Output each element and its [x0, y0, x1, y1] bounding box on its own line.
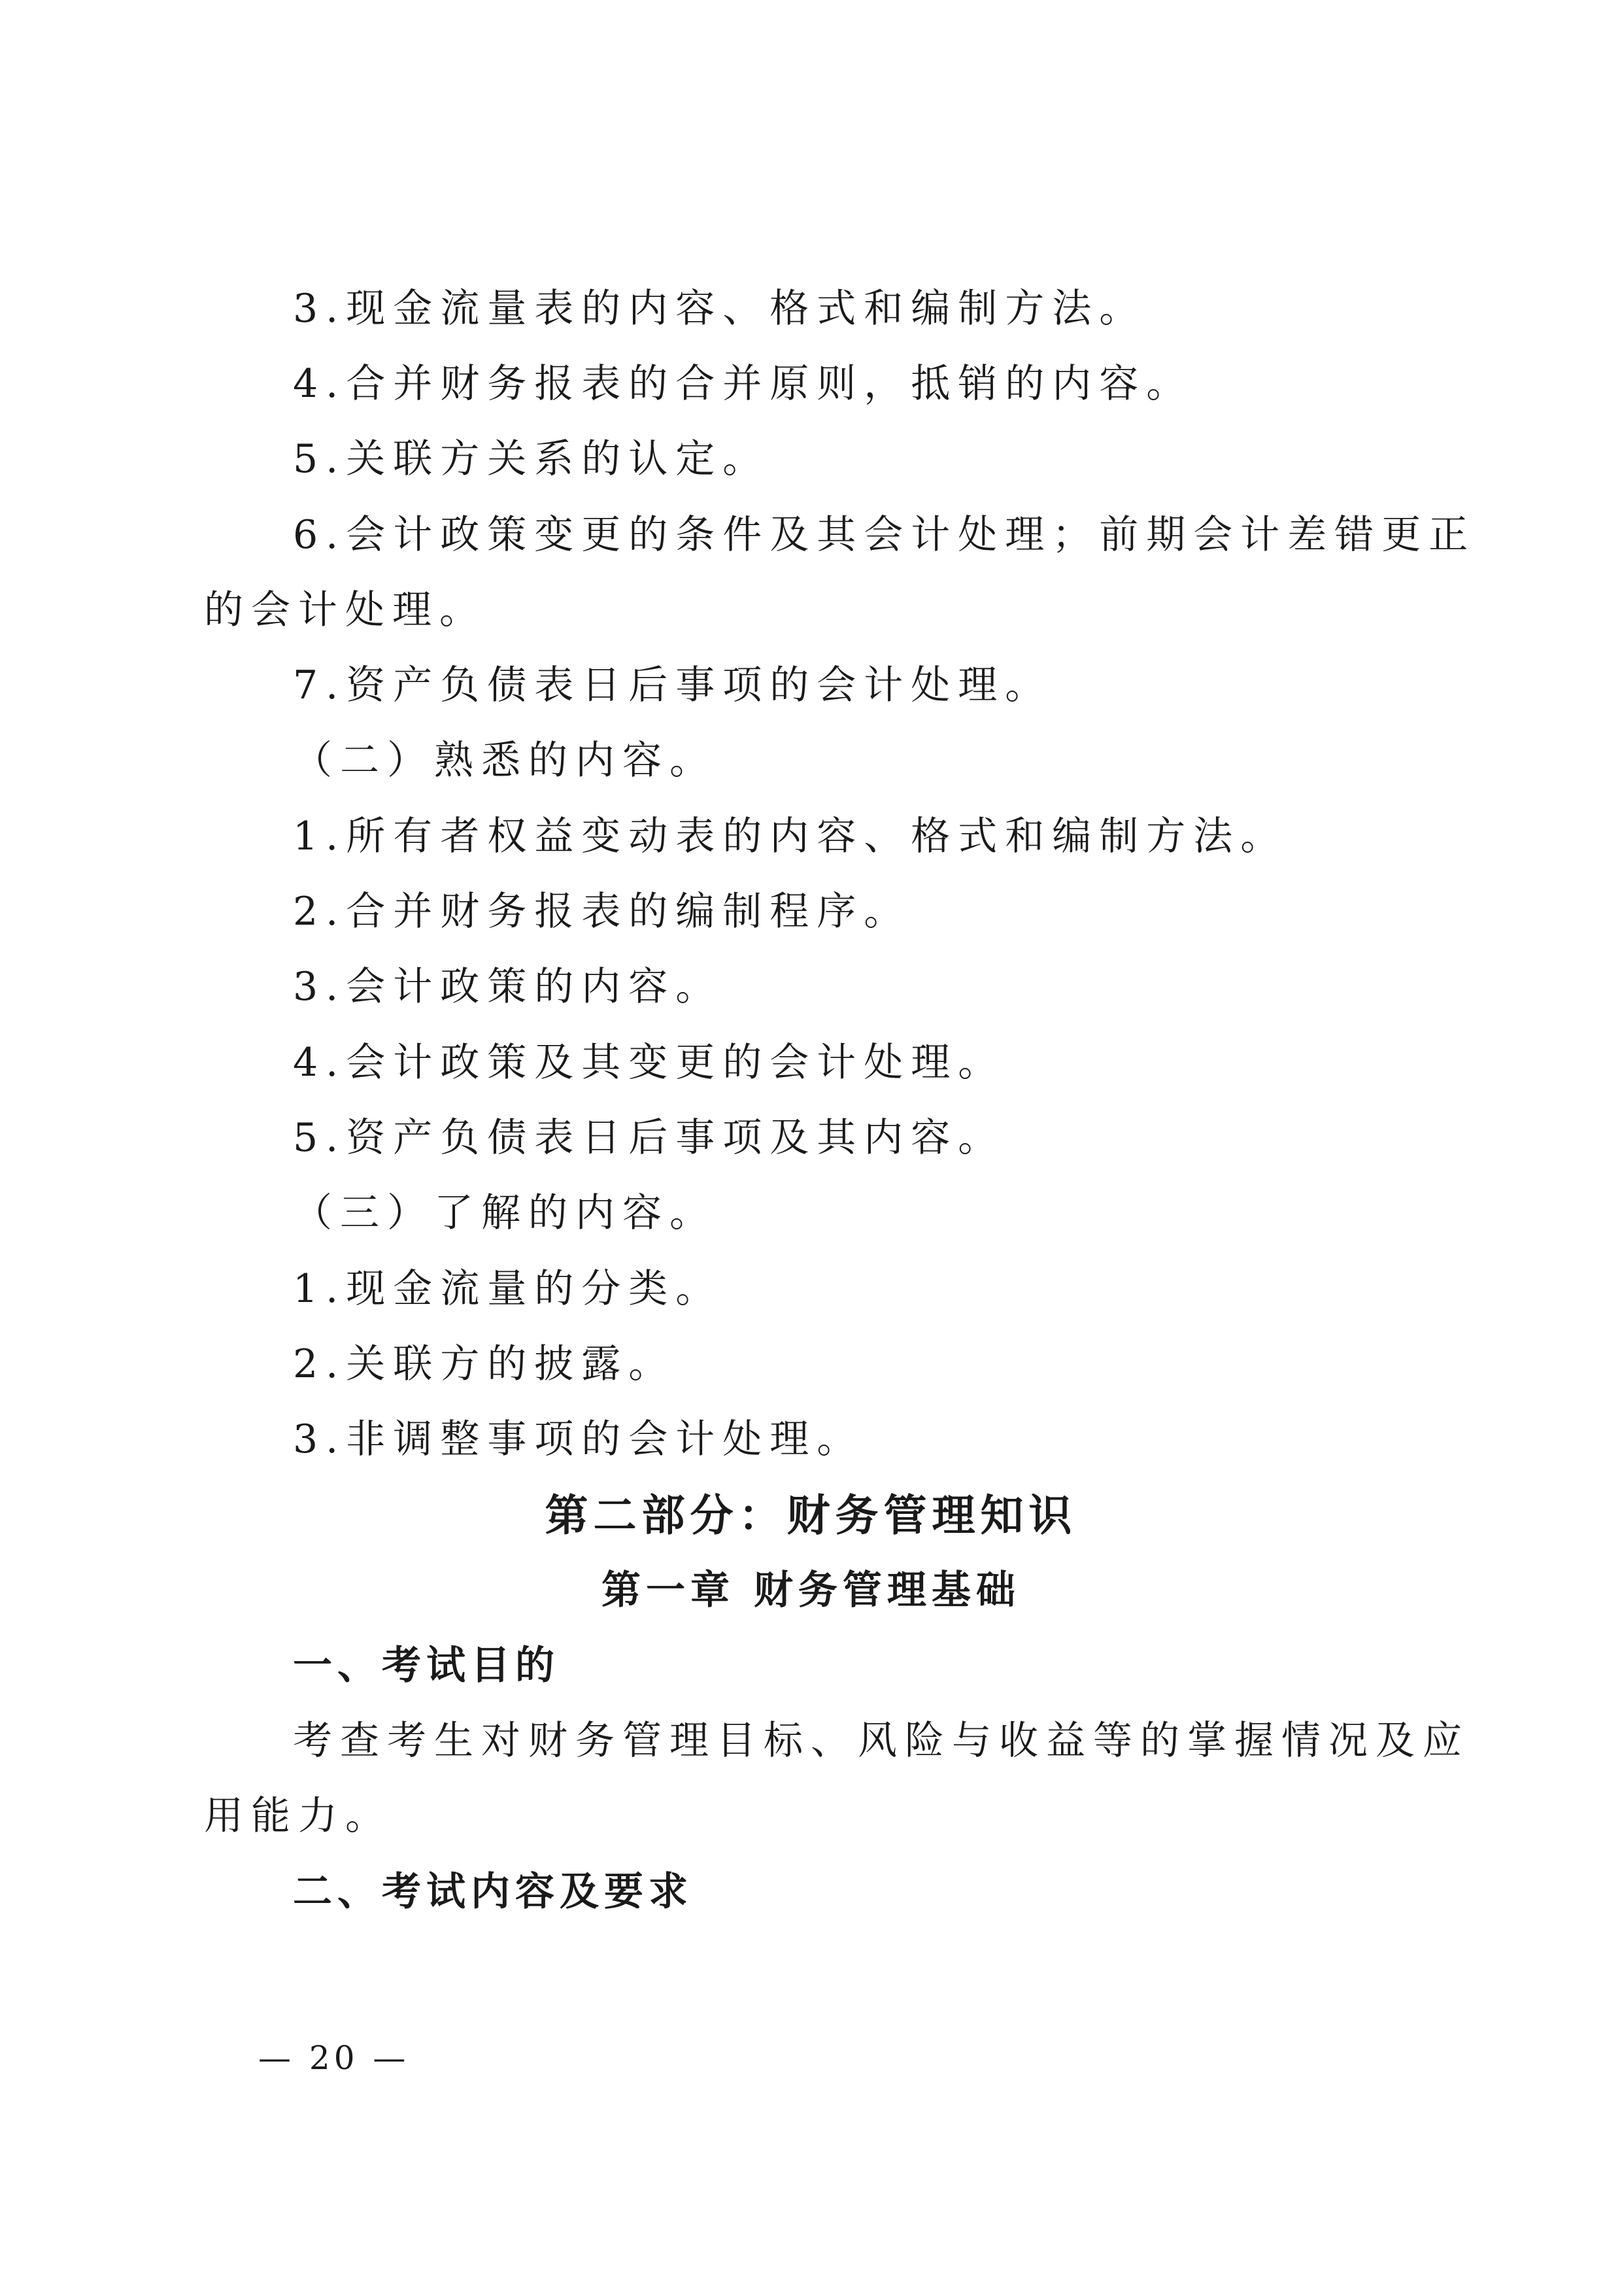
body-paragraph-line: 用能力。: [204, 1793, 392, 1839]
list-item: 6.会计政策变更的条件及其会计处理；前期会计差错更正: [293, 512, 1476, 558]
part-title: 第二部分：财务管理知识: [545, 1490, 1077, 1541]
list-item: 7.资产负债表日后事项的会计处理。: [293, 662, 1053, 708]
page-number: — 20 —: [258, 2039, 410, 2077]
list-item: 4.合并财务报表的合并原则，抵销的内容。: [293, 361, 1194, 407]
list-item: 4.会计政策及其变更的会计处理。: [293, 1040, 1005, 1086]
list-item: 1.现金流量的分类。: [293, 1266, 723, 1312]
list-item: 1.所有者权益变动表的内容、格式和编制方法。: [293, 814, 1288, 859]
list-item: 2.合并财务报表的编制程序。: [293, 889, 911, 934]
subsection-heading: （二）熟悉的内容。: [293, 738, 717, 783]
list-item: 3.非调整事项的会计处理。: [293, 1416, 864, 1462]
list-item: 3.现金流量表的内容、格式和编制方法。: [293, 286, 1147, 332]
subsection-heading: （三）了解的内容。: [293, 1190, 717, 1236]
list-item-continuation: 的会计处理。: [204, 587, 486, 633]
body-paragraph-line: 考查考生对财务管理目标、风险与收益等的掌握情况及应: [293, 1718, 1470, 1764]
section-heading: 二、考试内容及要求: [293, 1869, 693, 1915]
chapter-title: 第一章 财务管理基础: [601, 1568, 1021, 1613]
list-item: 3.会计政策的内容。: [293, 964, 723, 1010]
section-heading: 一、考试目的: [293, 1643, 560, 1688]
list-item: 5.关联方关系的认定。: [293, 436, 770, 482]
list-item: 2.关联方的披露。: [293, 1341, 676, 1387]
list-item: 5.资产负债表日后事项及其内容。: [293, 1115, 1005, 1161]
